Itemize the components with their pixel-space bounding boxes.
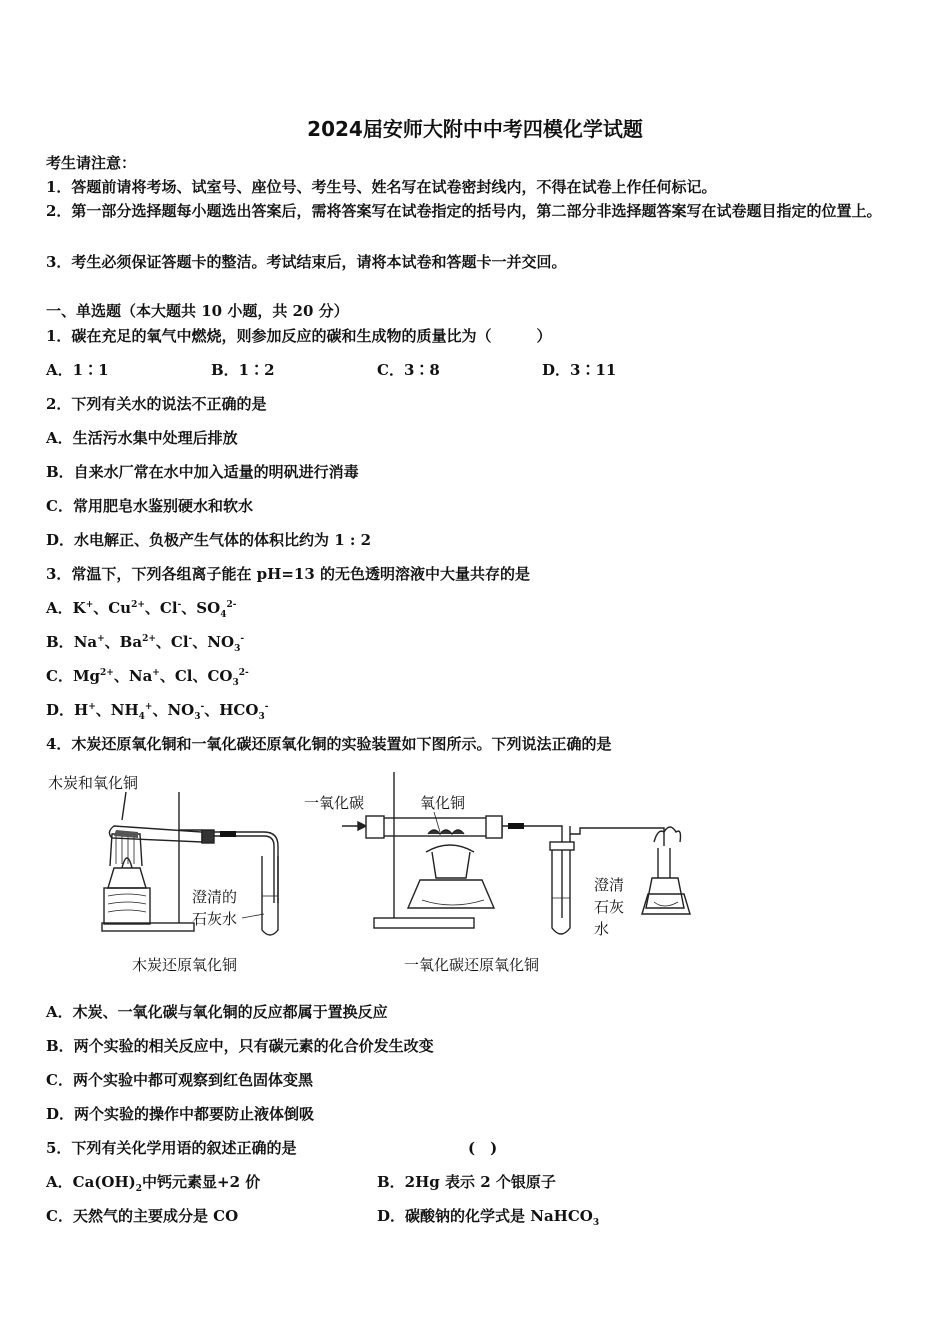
q4-stem: 4．木炭还原氧化铜和一氧化碳还原氧化铜的实验装置如下图所示。下列说法正确的是 bbox=[46, 735, 612, 753]
q5-answer-paren: ( ) bbox=[468, 1139, 498, 1157]
notice-heading: 考生请注意： bbox=[46, 154, 137, 172]
q2-option-b: B．自来水厂常在水中加入适量的明矾进行消毒 bbox=[46, 463, 359, 481]
fig-left-caption: 木炭还原氧化铜 bbox=[132, 956, 238, 974]
notice-item-1: 1．答题前请将考场、试室号、座位号、考生号、姓名写在试卷密封线内，不得在试卷上作任何标记。 bbox=[46, 178, 717, 196]
q5-option-b: B．2Hg 表示 2 个银原子 bbox=[377, 1173, 556, 1191]
q4-option-c: C．两个实验中都可观察到红色固体变黑 bbox=[46, 1071, 313, 1089]
q3-stem: 3．常温下，下列各组离子能在 pH=13 的无色透明溶液中大量共存的是 bbox=[46, 565, 530, 583]
q1-stem: 1．碳在充足的氧气中燃烧，则参加反应的碳和生成物的质量比为（ ） bbox=[46, 327, 552, 345]
q1-option-c: C．3∶8 bbox=[377, 361, 440, 379]
q1-option-b: B．1∶2 bbox=[211, 361, 275, 379]
q3-option-a: A．K+、$Cu^{2+}$、Cl-、$SO_4^{2-}$ bbox=[46, 599, 237, 620]
q5-option-c: C．天然气的主要成分是 CO bbox=[46, 1207, 239, 1225]
notice-item-2: 2．第一部分选择题每小题选出答案后，需将答案写在试卷指定的括号内，第二部分非选择题答案写在试卷题目指定的位置上。 bbox=[46, 202, 882, 220]
fig-left-top-label: 木炭和氧化铜 bbox=[48, 774, 139, 792]
fig-right-caption: 一氧化碳还原氧化铜 bbox=[404, 956, 540, 974]
fig-right-limewater-label-2: 石灰 bbox=[594, 898, 625, 916]
q3-option-d: D．H+、$NH_4^+$、$NO_3^-$、$HCO_3^-$ bbox=[46, 701, 269, 722]
fig-right-limewater-label-3: 水 bbox=[594, 920, 610, 938]
fig-left-lamp bbox=[108, 868, 146, 888]
apparatus-drawing bbox=[42, 768, 702, 980]
fig-left-stopper bbox=[202, 830, 214, 843]
fig-right-tail-flame bbox=[654, 827, 681, 842]
fig-right-cuo-powder bbox=[428, 830, 464, 834]
q5-option-a: A．$Ca(OH)_2$中钙元素显+2 价 bbox=[46, 1173, 261, 1194]
q3-option-c: C．$Mg^{2+}$、Na+、Cl、$CO_3^{2-}$ bbox=[46, 667, 249, 688]
q4-option-a: A．木炭、一氧化碳与氧化铜的反应都属于置换反应 bbox=[46, 1003, 388, 1021]
fig-right-tail-tube bbox=[570, 828, 664, 846]
q3-option-b: B．Na+、$Ba^{2+}$、Cl-、$NO_3^-$ bbox=[46, 633, 245, 654]
fig-right-limewater-label-1: 澄清 bbox=[594, 876, 625, 894]
q4-option-d: D．两个实验的操作中都要防止液体倒吸 bbox=[46, 1105, 315, 1123]
fig-left-block bbox=[104, 888, 150, 924]
q2-option-a: A．生活污水集中处理后排放 bbox=[46, 429, 238, 447]
fig-left-limewater-tube bbox=[262, 856, 278, 935]
fig-left-limewater-label-1: 澄清的 bbox=[192, 888, 238, 906]
fig-right-cuo-label: 氧化铜 bbox=[420, 794, 466, 812]
fig-right-co-label: 一氧化碳 bbox=[304, 794, 365, 812]
q2-option-c: C．常用肥皂水鉴别硬水和软水 bbox=[46, 497, 253, 515]
q1-option-d: D．3∶11 bbox=[542, 361, 617, 379]
q4-option-b: B．两个实验的相关反应中，只有碳元素的化合价发生改变 bbox=[46, 1037, 434, 1055]
fig-left-pointer bbox=[122, 792, 126, 820]
fig-right-limewater-tube bbox=[552, 848, 570, 934]
q5-option-d: D．碳酸钠的化学式是 NaHCO$_3$ bbox=[377, 1207, 600, 1228]
section-heading: 一、单选题（本大题共 10 小题，共 20 分） bbox=[46, 302, 349, 320]
fig-right-tail-lamp bbox=[646, 878, 684, 908]
fig-left-limewater-label-2: 石灰水 bbox=[192, 910, 238, 928]
q1-option-a: A．1∶1 bbox=[46, 361, 109, 379]
notice-item-3: 3．考生必须保证答题卡的整洁。考试结束后，请将本试卷和答题卡一并交回。 bbox=[46, 253, 567, 271]
fig-right-lamp bbox=[408, 880, 494, 908]
q2-stem: 2．下列有关水的说法不正确的是 bbox=[46, 395, 267, 413]
apparatus-figure bbox=[42, 768, 702, 980]
q5-stem: 5．下列有关化学用语的叙述正确的是 bbox=[46, 1139, 297, 1157]
fig-left-flame bbox=[122, 858, 132, 868]
q2-option-d: D．水电解正、负极产生气体的体积比约为 1 : 2 bbox=[46, 531, 372, 549]
fig-right-base bbox=[374, 918, 474, 928]
page-title: 2024届安师大附中中考四模化学试题 bbox=[307, 117, 643, 141]
